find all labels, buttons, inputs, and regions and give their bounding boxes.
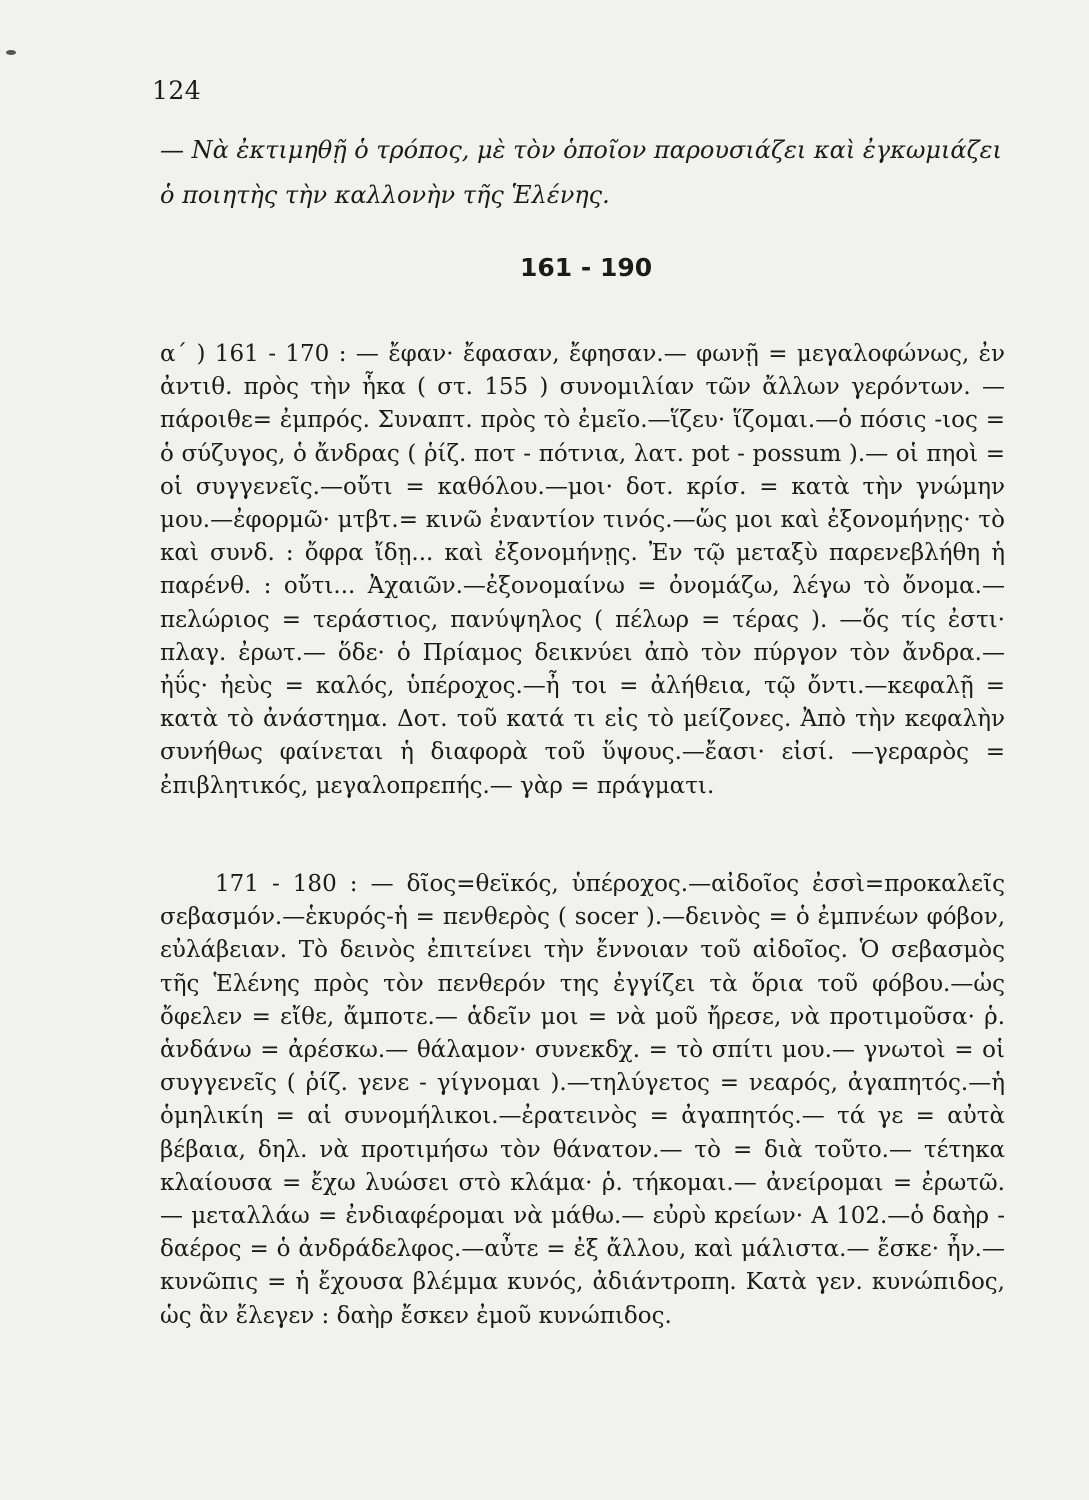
- commentary-paragraph: 171 - 180 : — δῖος=θεϊκός, ὑπέροχος.—αἰδοῖος ἐσσὶ=προκαλεῖς σεβασμόν.—ἑκυρός-ἡ = πενθερὸς ( socer ).—δεινὸς = ὁ ἐμπνέων φόβον, εὐλάβειαν. Τὸ δεινὸς ἐπιτείνει τὴν ἔννοιαν τοῦ αἰδοῖος. Ὁ σεβασμὸς τῆς Ἑλένης πρὸς τὸν πενθερόν της ἐγγίζει τὰ ὅρια τοῦ φόβου.—ὡς ὄφελεν = εἴθε, ἄμποτε.— ἁδεῖν μοι = νὰ μοῦ ἤρεσε, νὰ προτιμοῦσα· ῥ. ἁνδάνω = ἀρέσκω.— θάλαμον· συνεκδχ. = τὸ σπίτι μου.— γνωτοὶ = οἱ συγγενεῖς ( ῥίζ. γενε - γίγνομαι ).—τηλύγετος = νεαρός, ἀγαπητός.—ἡ ὁμηλικίη = αἱ συνομήλικοι.—ἐρατεινὸς = ἀγαπητός.— τά γε = αὐτὰ βέβαια, δηλ. νὰ προτιμήσω τὸν θάνατον.— τὸ = διὰ τοῦτο.— τέτηκα κλαίουσα = ἔχω λυώσει στὸ κλάμα· ῥ. τήκομαι.— ἀνείρομαι = ἐρωτῶ. — μεταλλάω = ἐνδιαφέρομαι νὰ μάθω.— εὐρὺ κρείων· Α 102.—ὁ δαὴρ - δαέρος = ὁ ἀνδράδελφος.—αὖτε = ἐξ ἄλλου, καὶ μάλιστα.— ἔσκε· ἦν.—κυνῶπις = ἡ ἔχουσα βλέμμα κυνός, ἀδιάντροπη. Κατὰ γεν. κυνώπιδος, ὡς ἂν ἔλεγεν : δαὴρ ἔσκεν ἐμοῦ κυνώπιδος.: [160, 871, 1005, 1329]
- section-heading: 161 - 190: [520, 253, 653, 282]
- commentary-paragraph: α΄ ) 161 - 170 : — ἔφαν· ἔφασαν, ἔφησαν.— φωνῇ = μεγαλοφώνως, ἐν ἀντιθ. πρὸς τὴν ἧκα ( στ. 155 ) συνομιλίαν τῶν ἄλλων γερόντων. —πάροιθε= ἐμπρός. Συναπτ. πρὸς τὸ ἐμεῖο.—ἵζευ· ἵζομαι.—ὁ πόσις -ιος = ὁ σύζυγος, ὁ ἄνδρας ( ῥίζ. ποτ - πότνια, λατ. pot - possum ).— οἱ πηοὶ = οἱ συγγενεῖς.—οὔτι = καθόλου.—μοι· δοτ. κρίσ. = κατὰ τὴν γνώμην μου.—ἐφορμῶ· μτβτ.= κινῶ ἐναντίον τινός.—ὥς μοι καὶ ἐξονομήνῃς· τὸ καὶ συνδ. : ὄφρα ἴδῃ... καὶ ἐξονομήνῃς. Ἐν τῷ μεταξὺ παρενεβλήθη ἡ παρένθ. : οὔτι... Ἀχαιῶν.—ἐξονομαίνω = ὀνομάζω, λέγω τὸ ὄνομα.—πελώριος = τεράστιος, πανύψηλος ( πέλωρ = τέρας ). —ὅς τίς ἐστι· πλαγ. ἐρωτ.— ὅδε· ὁ Πρίαμος δεικνύει ἀπὸ τὸν πύργον τὸν ἄνδρα.— ἠΰς· ἠεὺς = καλός, ὑπέροχος.—ἦ τοι = ἀλήθεια, τῷ ὄντι.—κεφαλῇ = κατὰ τὸ ἀνάστημα. Δοτ. τοῦ κατά τι εἰς τὸ μείζονες. Ἀπὸ τὴν κεφαλὴν συνήθως φαίνεται ἡ διαφορὰ τοῦ ὕψους.—ἔασι· εἰσί. —γεραρὸς = ἐπιβλητικός, μεγαλοπρεπής.— γὰρ = πράγματι.: [160, 341, 1005, 799]
- page-number: 124: [152, 76, 202, 105]
- ink-smudge: [6, 50, 16, 55]
- question-text: — Νὰ ἐκτιμηθῇ ὁ τρόπος, μὲ τὸν ὁποῖον παρουσιάζει καὶ ἐγκωμιάζει ὁ ποιητὴς τὴν καλλονὴν τῆς Ἑλένης.: [160, 136, 1002, 209]
